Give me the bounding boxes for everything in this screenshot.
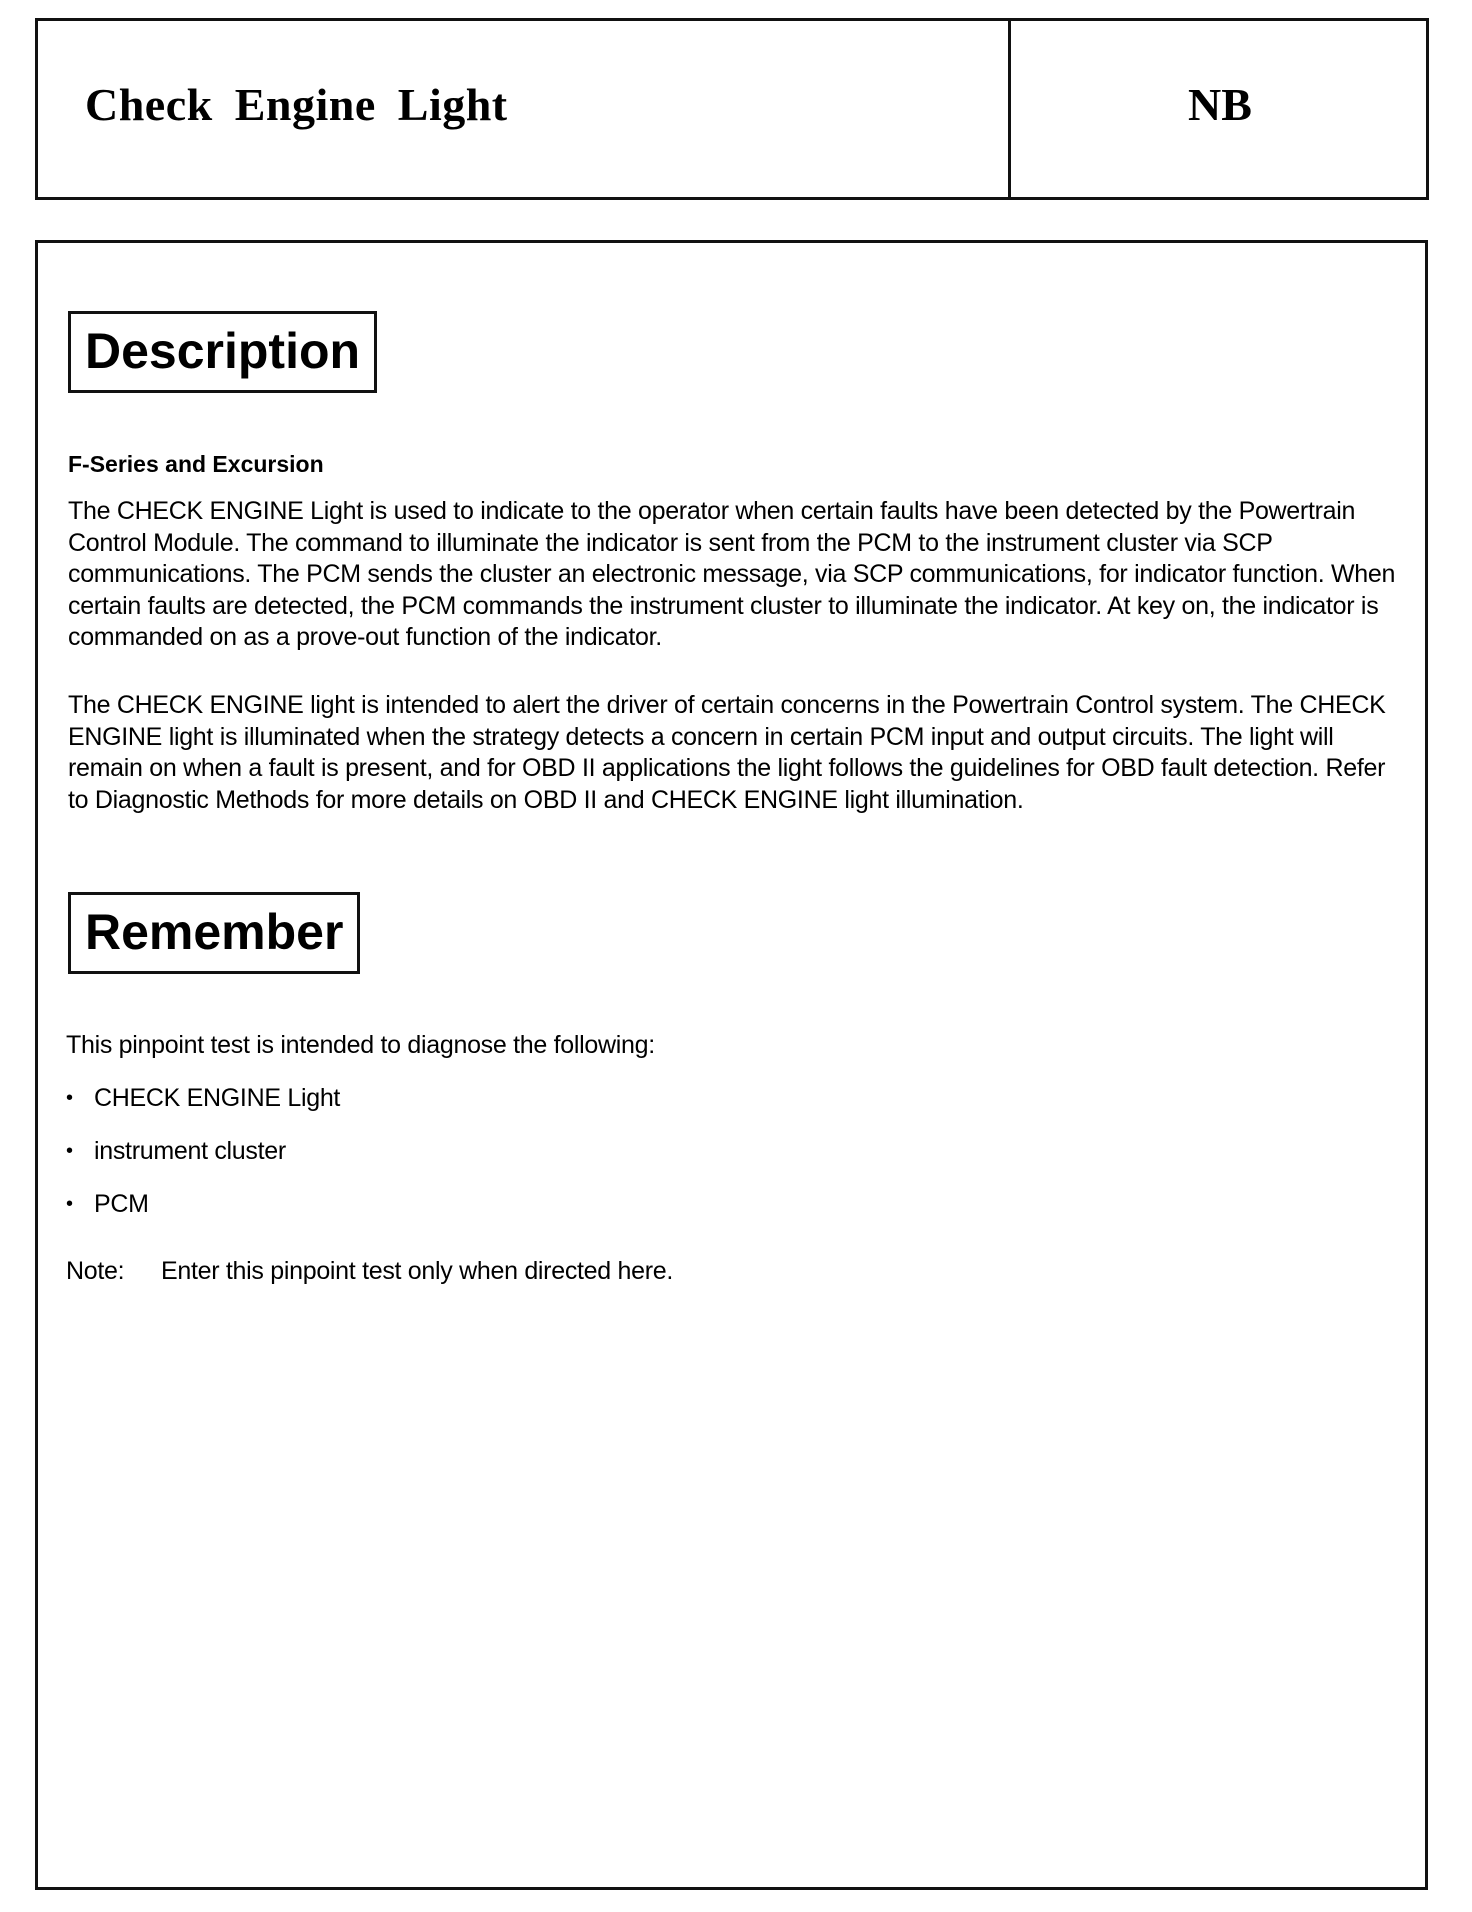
page-title: Check Engine Light [85,79,508,130]
remember-heading: Remember [68,892,360,974]
list-item [66,1189,340,1242]
note [66,1256,673,1286]
bullet-icon: • [66,1193,73,1215]
list-item-label: instrument cluster [94,1137,286,1165]
description-paragraph: The CHECK ENGINE light is intended to alert the driver of certain concerns in the Powertrain Control system. The CHECK ENGINE light is illuminated when the strategy detects a concern in certain PCM input and output circuits. The light will remain on when a fault is present, and for OBD II applications the light follows the guidelines for OBD fault detection. Refer to Diagnostic Methods for more details on OBD II and CHECK ENGINE light illumination. [68,691,1386,814]
list-item-label: CHECK ENGINE Light [94,1084,341,1112]
description-paragraph: The CHECK ENGINE Light is used to indicate to the operator when certain faults have been detected by the Powertrain Control Module. The command to illuminate the indicator is sent from the PCM to the instrument cluster via SCP communications. The PCM sends the cluster an electronic message, via SCP communications, for indicator function. When certain faults are detected, the PCM commands the instrument cluster to illuminate the indicator. At key on, the indicator is commanded on as a prove-out function of the indicator. [68,497,1396,651]
bullet-icon: • [66,1140,73,1162]
remember-intro: This pinpoint test is intended to diagnose the following: [66,1031,655,1059]
note-label: Note: [66,1257,125,1285]
diagnose-list [66,1083,340,1242]
description-heading: Description [68,311,377,393]
list-item-label: PCM [94,1190,149,1218]
bullet-icon: • [66,1087,73,1109]
note-text: Enter this pinpoint test only when directed here. [161,1257,673,1285]
vehicle-subheading: F-Series and Excursion [68,451,324,477]
list-item [66,1136,340,1189]
section-code: NB [1188,79,1252,130]
list-item [66,1083,340,1136]
content-box [35,240,1428,1890]
